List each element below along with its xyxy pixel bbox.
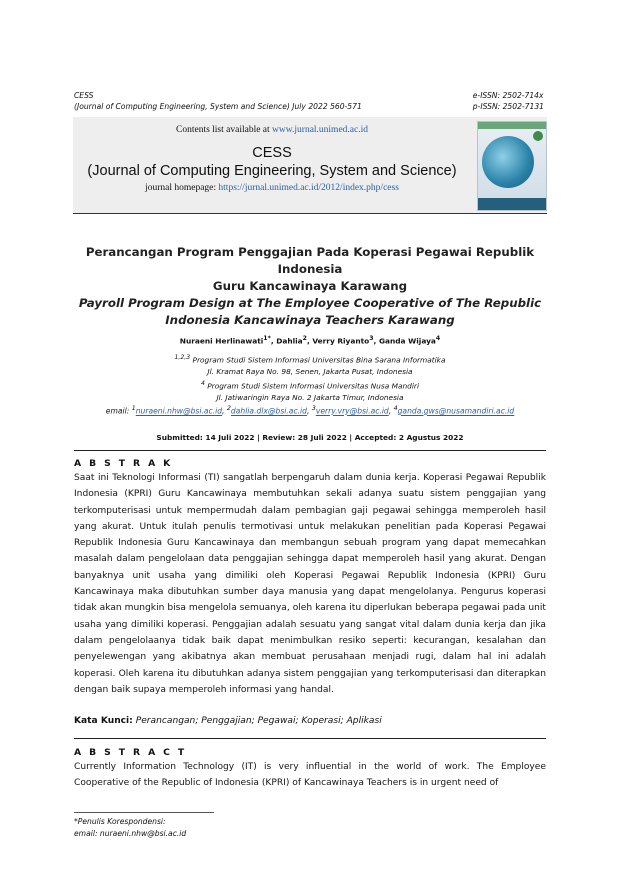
article-title-english: Payroll Program Design at The Employee Cooperative of The Republic Indonesia Kancawinaya Teachers Karawang xyxy=(78,296,542,327)
journal-banner xyxy=(73,117,547,214)
affiliation-1: $^{1,2,3}$ Program Studi Sistem Informasi Universitas Bina Sarana Informatika xyxy=(174,354,446,365)
divider xyxy=(74,450,546,451)
university-logo-icon xyxy=(533,131,543,141)
affiliation-2-address: Jl. Jatiwaringin Raya No. 2 Jakarta Timur, Indonesia xyxy=(216,392,404,402)
journal-cover-image xyxy=(477,121,547,211)
journal-title-full: (Journal of Computing Engineering, System and Science) xyxy=(87,163,457,179)
author-emails: email: $^1$nuraeni.nhw@bsi.ac.id, $^2$dahlia.dlx@bsi.ac.id, $^3$verry.vry@bsi.ac.id, $^4$ganda.gws@nusamandiri.ac.id xyxy=(105,405,515,416)
abstrak-heading: A B S T R A K xyxy=(74,458,173,469)
keywords-list: Perancangan; Penggajian; Pegawai; Koperasi; Aplikasi xyxy=(135,716,382,726)
email-link[interactable]: verry.vry@bsi.ac.id xyxy=(315,406,389,416)
journal-title-main: CESS xyxy=(252,145,292,161)
email-link[interactable]: ganda.gws@nusamandiri.ac.id xyxy=(397,406,515,416)
running-header-right xyxy=(473,90,544,112)
article-title-indonesian: Perancangan Program Penggajian Pada Koperasi Pegawai Republik Indonesia Guru Kancawinaya Karawang xyxy=(85,245,535,293)
email-link[interactable]: dahlia.dlx@bsi.ac.id xyxy=(230,406,307,416)
header-journal-issue: (Journal of Computing Engineering, System and Science) July 2022 560-571 xyxy=(74,102,362,111)
journal-title xyxy=(73,144,471,180)
keywords-label: Kata Kunci: xyxy=(74,716,133,726)
author-name: Ganda Wijaya xyxy=(378,336,436,346)
header-pissn: p-ISSN: 2502-7131 xyxy=(472,102,544,111)
footnote-divider xyxy=(74,812,214,813)
homepage-line: journal homepage: https://jurnal.unimed.ac.id/2012/index.php/cess xyxy=(145,183,399,193)
globe-icon xyxy=(482,136,534,188)
affiliations xyxy=(60,352,560,403)
affiliation-1-address: Jl. Kramat Raya No. 98, Senen, Jakarta Pusat, Indonesia xyxy=(207,367,413,377)
author-name: Verry Riyanto xyxy=(312,336,370,346)
corresponding-author-footnote: *Penulis Korespondensi: email: nuraeni.nhw@bsi.ac.id xyxy=(74,817,187,838)
author-name: Nuraeni Herlinawati xyxy=(179,336,264,346)
abstract-heading: A B S T R A C T xyxy=(74,747,187,758)
running-header-left xyxy=(74,90,362,112)
abstrak-body: Saat ini Teknologi Informasi (TI) sangatlah berpengaruh dalam dunia kerja. Koperasi Pegawai Republik Indonesia (KPRI) Guru Kancawinaya membutuhkan sekali adanya suatu sistem penggajian yang terkomputerisasi untuk mempermudah dalam pembagian gaji pegawai sehingga memperoleh hasil yang akurat. Untuk itulah penulis termotivasi untuk melakukan penelitian pada Koperasi Pegawai Republik Indonesia Guru Kancawinaya dan membangun sebuah program yang dapat memecahkan masalah dalam pengelolaan data penggajian sehingga dapat memperoleh hasil yang akurat. Dengan banyaknya unit usaha yang dimiliki oleh Koperasi Pegawai Republik Indonesia (KPRI) Guru Kancawinaya maka dibutuhkan sumber daya manusia yang dapat mengelolanya. Pengurus koperasi tidak akan mungkin bisa mengelola semuanya, oleh karena itu diperlukan beberapa pegawai pada unit usaha yang dimiliki koperasi. Penggajian adalah sesuatu yang sangat vital dalam dunia kerja dan jika dalam pengelolaanya tidak baik dapat menimbulkan resiko seperti: kecurangan, kesalahan dan penyelewengan yang akibatnya akan membuat perusahaan menjadi rugi, dalam hal ini adalah koperasi. Oleh karena itu dibutuhkan adanya sistem penggajian yang terkomputerisasi dan diterapkan dengan baik supaya memperoleh informasi yang handal. xyxy=(74,473,546,695)
header-eissn: e-ISSN: 2502-714x xyxy=(472,91,544,100)
divider xyxy=(74,738,546,739)
journal-homepage-link[interactable]: https://jurnal.unimed.ac.id/2012/index.php/cess xyxy=(218,183,399,193)
contents-line: Contents list available at www.jurnal.unimed.ac.id xyxy=(176,125,368,135)
author-list: Nuraeni Herlinawati$^{1*}$, Dahlia$^2$, Verry Riyanto$^3$, Ganda Wijaya$^4$ xyxy=(179,335,441,346)
header-journal-abbrev: CESS xyxy=(74,91,94,100)
author-name: Dahlia xyxy=(276,336,303,346)
email-link[interactable]: nuraeni.nhw@bsi.ac.id xyxy=(135,406,223,416)
submission-dates: Submitted: 14 Juli 2022 | Review: 28 Juli 2022 | Accepted: 2 Agustus 2022 xyxy=(156,433,464,442)
abstract-body: Currently Information Technology (IT) is very influential in the world of work. The Employee Cooperative of the Republic of Indonesia (KPRI) of Kancawinaya Teachers is in urgent need of xyxy=(74,762,546,789)
affiliation-2: $^4$ Program Studi Sistem Informasi Universitas Nusa Mandiri xyxy=(200,379,420,391)
keywords xyxy=(74,716,382,726)
journal-site-link[interactable]: www.jurnal.unimed.ac.id xyxy=(272,125,368,135)
